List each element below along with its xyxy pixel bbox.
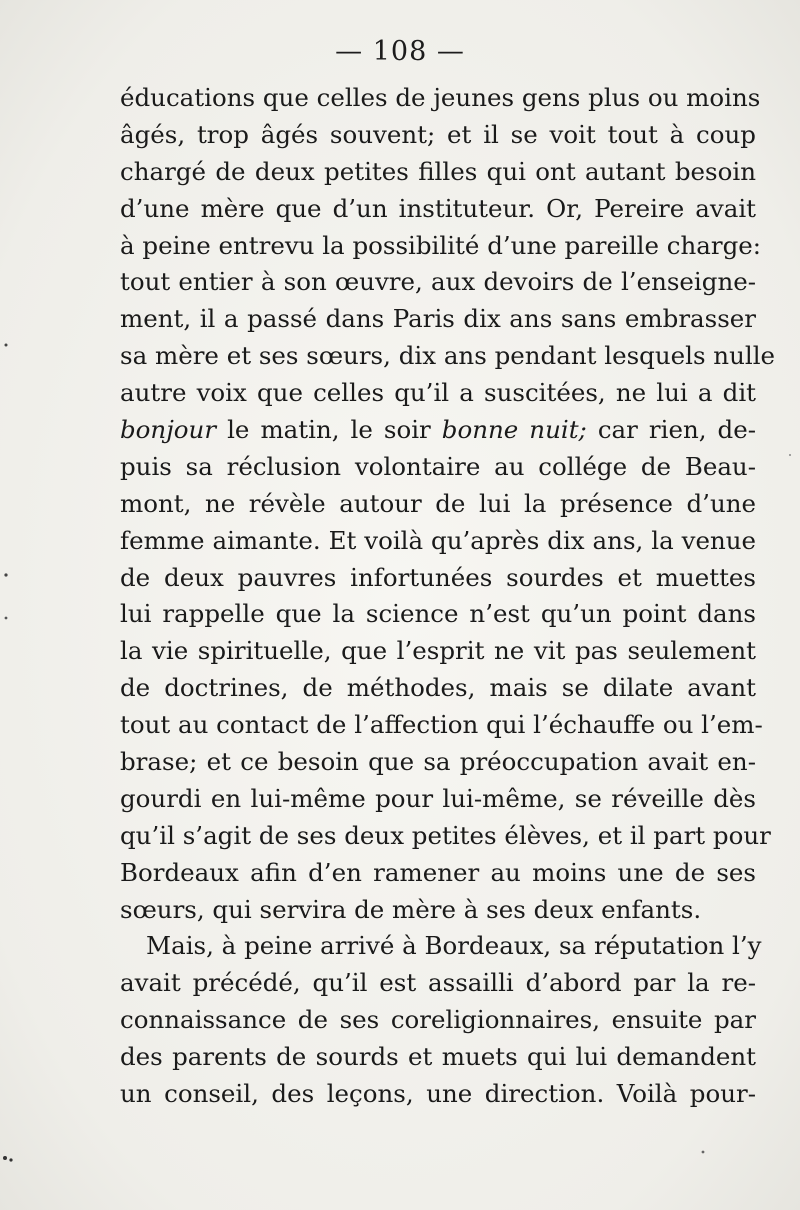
text-line: la vie spirituelle, que l’esprit ne vit pas seulement	[120, 636, 756, 666]
text-line: connaissance de ses coreligionnaires, ensuite par	[120, 1005, 756, 1035]
text-line: des parents de sourds et muets qui lui demandent	[120, 1042, 756, 1072]
text-line: qu’il s’agit de ses deux petites élèves, et il part pour	[120, 820, 771, 850]
text-line: chargé de deux petites filles qui ont autant besoin	[120, 156, 756, 186]
text-line: sa mère et ses sœurs, dix ans pendant lesquels nulle	[120, 341, 776, 371]
text-line: Bordeaux afin d’en ramener au moins une de ses	[120, 857, 756, 887]
text-line: sœurs, qui servira de mère à ses deux enfants.	[120, 894, 702, 924]
text-line: mont, ne révèle autour de lui la présence d’une	[120, 488, 756, 518]
text-line: tout au contact de l’affection qui l’échauffe ou l’em-	[120, 710, 763, 740]
text-line: brase; et ce besoin que sa préoccupation avait en-	[120, 747, 756, 777]
text-line: âgés, trop âgés souvent; et il se voit tout à coup	[120, 119, 756, 149]
text-line: ment, il a passé dans Paris dix ans sans embrasser	[120, 304, 756, 334]
body-text	[120, 80, 776, 1113]
italic-phrase: bonne nuit;	[441, 415, 587, 445]
text-line: gourdi en lui-même pour lui-même, se réveille dès	[120, 783, 756, 813]
text-line: à peine entrevu la possibilité d’une pareille charge:	[120, 230, 762, 260]
italic-phrase: bonjour	[120, 415, 217, 445]
text-line: de doctrines, de méthodes, mais se dilate avant	[120, 673, 756, 703]
text-line: autre voix que celles qu’il a suscitées, ne lui a dit	[120, 378, 756, 408]
text-line: lui rappelle que la science n’est qu’un point dans	[120, 599, 756, 629]
text-line: avait précédé, qu’il est assailli d’abord par la re-	[120, 968, 756, 998]
text-line: femme aimante. Et voilà qu’après dix ans, la venue	[120, 525, 756, 555]
text-line: tout entier à son œuvre, aux devoirs de l’enseigne-	[120, 267, 756, 297]
page-number: — 108 —	[335, 36, 465, 67]
text-line: de deux pauvres infortunées sourdes et muettes	[120, 562, 756, 592]
text-line: bonjour le matin, le soir bonne nuit; car rien, de-	[120, 415, 756, 445]
text-line: d’une mère que d’un instituteur. Or, Pereire avait	[120, 193, 756, 223]
text-line: Mais, à peine arrivé à Bordeaux, sa réputation l’y	[146, 931, 762, 961]
text-line: puis sa réclusion volontaire au collége de Beau-	[120, 451, 756, 481]
text-line: un conseil, des leçons, une direction. Voilà pour-	[120, 1079, 756, 1109]
text-line: éducations que celles de jeunes gens plus ou moins	[120, 83, 761, 112]
